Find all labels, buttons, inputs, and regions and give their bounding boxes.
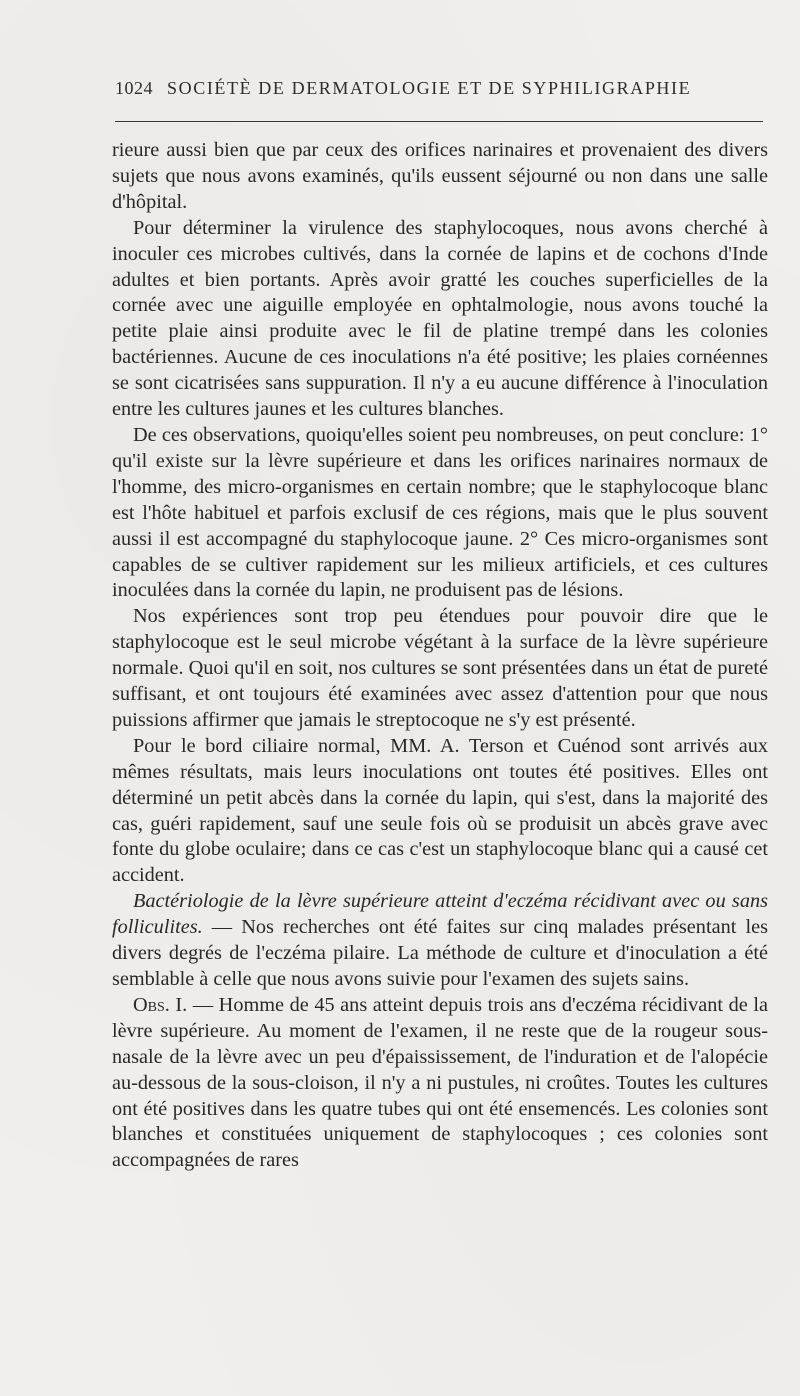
paragraph-text: Pour déterminer la virulence des staphylocoques, nous avons cherché à inoculer ces microbes cultivés, dans la cornée de lapins et de cochons d'Inde adultes et bien portants. Après avoir gratté les couches superficielles de la cornée avec une aiguille employée en ophtalmologie, nous avons touché la petite plaie ainsi produite avec le fil de platine trempé dans les colonies bactériennes. Aucune de ces inoculations n'a été positive; les plaies cornéennes se sont cicatrisées sans suppuration. Il n'y a eu aucune différence à l'inoculation entre les cultures jaunes et les cultures blanches.: [112, 216, 768, 421]
paragraph-experiences: [112, 604, 768, 734]
paragraph-virulence: [112, 216, 768, 423]
running-title: SOCIÉTÈ DE DERMATOLOGIE ET DE SYPHILIGRAPHIE: [167, 78, 692, 98]
running-header: [115, 78, 765, 108]
observation-label: Obs. I.: [133, 993, 188, 1016]
paragraph-text: rieure aussi bien que par ceux des orifices narinaires et provenaient des divers sujets que nous avons examinés, qu'ils eussent séjourné ou non dans une salle d'hôpital.: [112, 139, 768, 213]
paragraph-bord-ciliaire: [112, 734, 768, 889]
paragraph-text: — Homme de 45 ans atteint depuis trois ans d'eczéma récidivant de la lèvre supérieure. Au moment de l'examen, il ne reste que de la rougeur sous-nasale de la lèvre avec un peu d'épaississement, de l'induration et de l'alopécie au-dessous de la sous-cloison, il n'y a ni pustules, ni croûtes. Toutes les cultures ont été positives dans les quatre tubes qui ont été ensemencés. Les colonies sont blanches et constituées uniquement de staphylocoques ; ces colonies sont accompagnées de rares: [112, 993, 768, 1172]
paragraph-text: Pour le bord ciliaire normal, MM. A. Terson et Cuénod sont arrivés aux mêmes résultats, mais leurs inoculations ont toutes été positives. Elles ont déterminé un petit abcès dans la cornée du lapin, qui s'est, dans la majorité des cas, guéri rapidement, sauf une seule fois où se produisit un abcès grave avec fonte du globe oculaire; dans ce cas c'est un staphylocoque blanc qui a causé cet accident.: [112, 734, 768, 887]
paragraph-text: — Nos recherches ont été faites sur cinq malades présentant les divers degrés de l'eczéma pilaire. La méthode de culture et d'inoculation a été semblable à celle que nous avons suivie pour l'examen des sujets sains.: [112, 916, 768, 990]
page-number: 1024: [115, 78, 153, 98]
body-text: [112, 138, 768, 1174]
paragraph-text: Nos expériences sont trop peu étendues pour pouvoir dire que le staphylocoque est le seul microbe végétant à la surface de la lèvre supérieure normale. Quoi qu'il en soit, nos cultures se sont présentées dans un état de pureté suffisant, et ont toujours été examinées avec assez d'attention pour que nous puissions affirmer que jamais le streptocoque ne s'y est présenté.: [112, 605, 768, 731]
section-heading-italic: Bactériologie de la lèvre supérieure atteint d'eczéma récidivant avec ou sans folliculites.: [112, 890, 768, 939]
paragraph-bacteriologie: [112, 889, 768, 993]
header-rule: [115, 121, 763, 122]
paragraph-observation-1: [112, 993, 768, 1174]
paragraph-conclusions: [112, 423, 768, 604]
paragraph-continuation: [112, 138, 768, 216]
paragraph-text: De ces observations, quoiqu'elles soient peu nombreuses, on peut conclure: 1° qu'il existe sur la lèvre supérieure et dans les orifices narinaires normaux de l'homme, des micro-organismes en certain nombre; que le staphylocoque blanc est l'hôte habituel et parfois exclusif de ces régions, mais que le plus souvent aussi il est accompagné du staphylocoque jaune. 2° Ces micro-organismes sont capables de se cultiver rapidement sur les milieux artificiels, et ces cultures inoculées dans la cornée du lapin, ne produisent pas de lésions.: [112, 423, 768, 602]
